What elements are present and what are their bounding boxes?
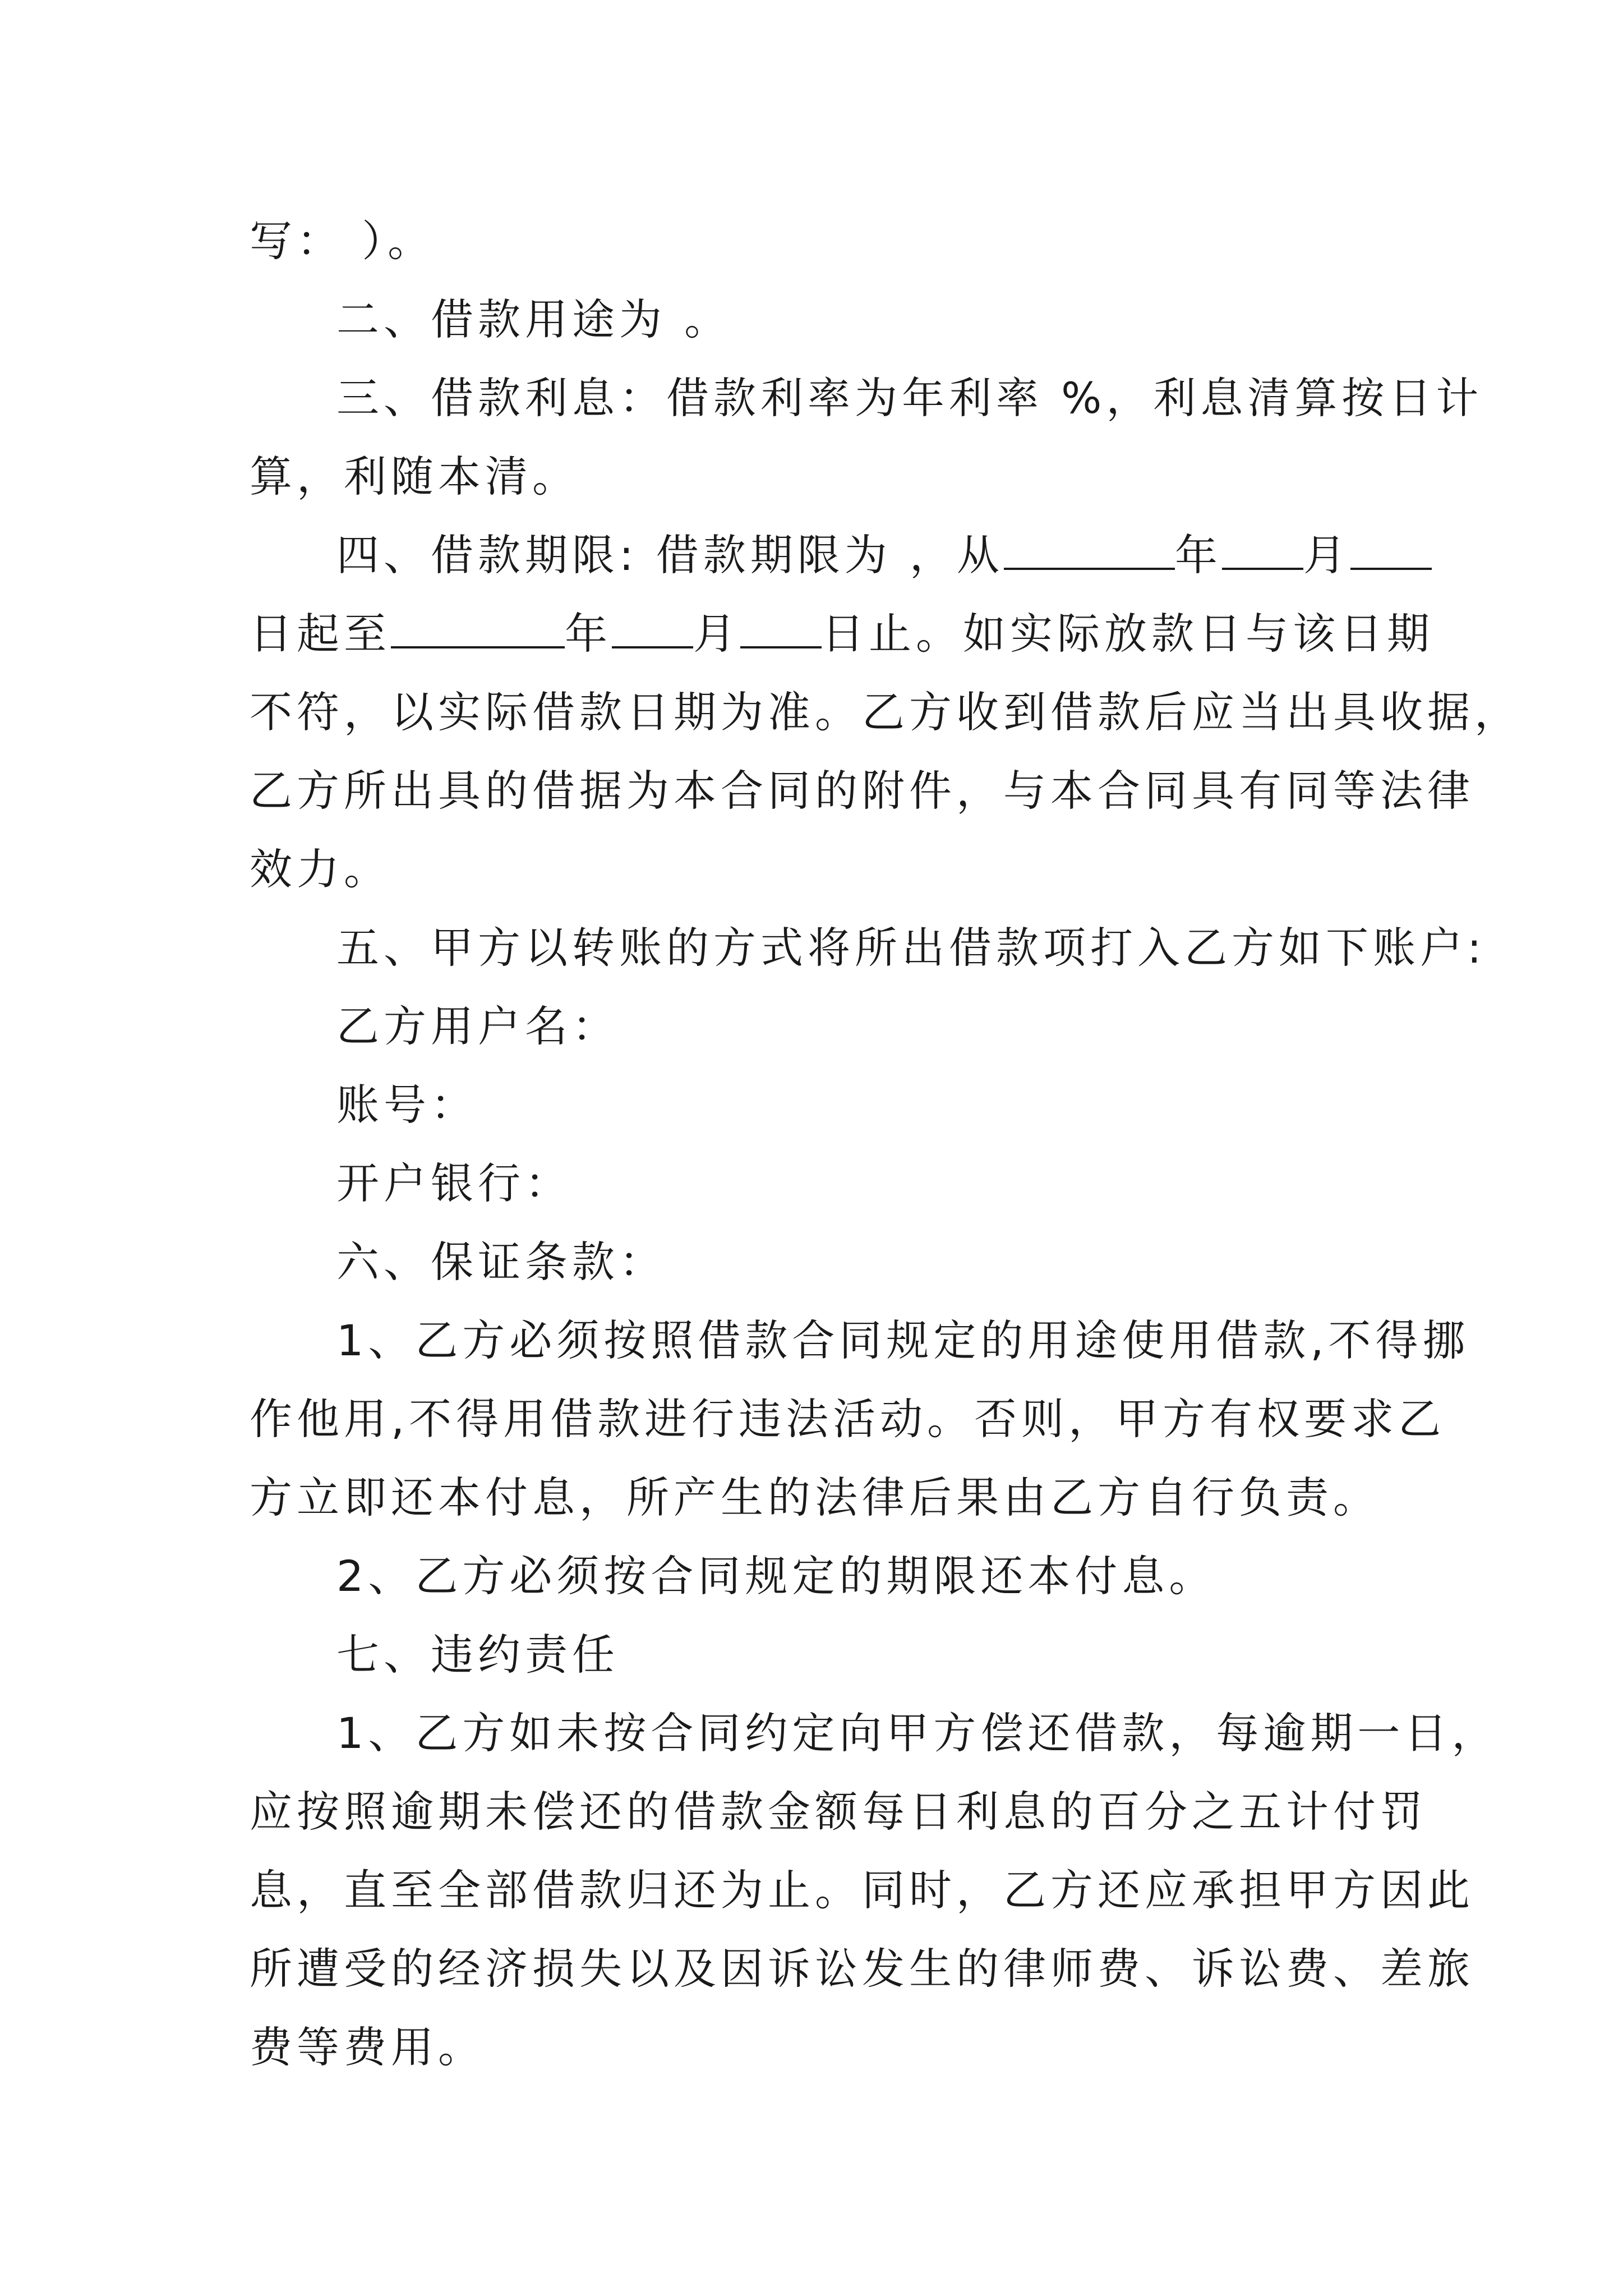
text-fragment: 年 <box>1174 530 1222 580</box>
bank-label: 开户银行： <box>336 1158 572 1208</box>
blank-field-year-start <box>1004 524 1175 570</box>
text-line: 应按照逾期未偿还的借款金额每日利息的百分之五计付罚 <box>250 1787 1427 1837</box>
text-line: 1、乙方如未按合同约定向甲方偿还借款，每逾期一日， <box>336 1708 1499 1758</box>
text-line: 所遭受的经济损失以及因诉讼发生的律师费、诉讼费、差旅 <box>250 1944 1474 1994</box>
text-fragment: 日止。如实际放款日与该日期 <box>822 609 1434 659</box>
text-line: 写： ）。 <box>250 216 435 266</box>
text-line: 乙方所出具的借据为本合同的附件，与本合同具有同等法律 <box>250 766 1474 816</box>
text-line: 1、乙方必须按照借款合同规定的用途使用借款,不得挪 <box>336 1315 1470 1365</box>
text-fragment: 月 <box>693 609 740 659</box>
text-fragment: 日起至 <box>250 609 391 659</box>
text-fragment: 四、借款期限: 借款期限为 ，从 <box>336 530 1004 580</box>
clause-7-heading: 七、违约责任 <box>336 1630 619 1680</box>
text-fragment: 年 <box>565 609 612 659</box>
clause-5-transfer: 五、甲方以转账的方式将所出借款项打入乙方如下账户: <box>336 923 1486 973</box>
text-line: 作他用,不得用借款进行违法活动。否则，甲方有权要求乙 <box>250 1394 1446 1444</box>
text-line: 2、乙方必须按合同规定的期限还本付息。 <box>336 1551 1216 1601</box>
account-name-label: 乙方用户名： <box>336 1001 619 1051</box>
text-line: 效力。 <box>250 844 391 894</box>
blank-field-year-end <box>391 602 565 648</box>
blank-field-day-end <box>740 602 822 648</box>
blank-field-month-start <box>1222 524 1303 570</box>
text-line: 方立即还本付息，所产生的法律后果由乙方自行负责。 <box>250 1473 1380 1522</box>
blank-field-day-start <box>1350 524 1432 570</box>
text-line: 费等费用。 <box>250 2022 485 2072</box>
clause-3-interest: 三、借款利息：借款利率为年利率 %，利息清算按日计 <box>336 373 1483 423</box>
text-line: 算，利随本清。 <box>250 452 579 501</box>
text-fragment: 月 <box>1303 530 1350 580</box>
clause-2-purpose: 二、借款用途为 。 <box>336 295 732 344</box>
clause-4-date-line <box>250 595 1434 673</box>
text-line: 息，直至全部借款归还为止。同时，乙方还应承担甲方因此 <box>250 1865 1474 1915</box>
clause-4-term-line <box>336 516 1432 595</box>
blank-field-month-end <box>612 602 693 648</box>
clause-6-heading: 六、保证条款： <box>336 1237 666 1287</box>
account-number-label: 账号： <box>336 1080 478 1130</box>
text-line: 不符，以实际借款日期为准。乙方收到借款后应当出具收据， <box>250 687 1521 737</box>
